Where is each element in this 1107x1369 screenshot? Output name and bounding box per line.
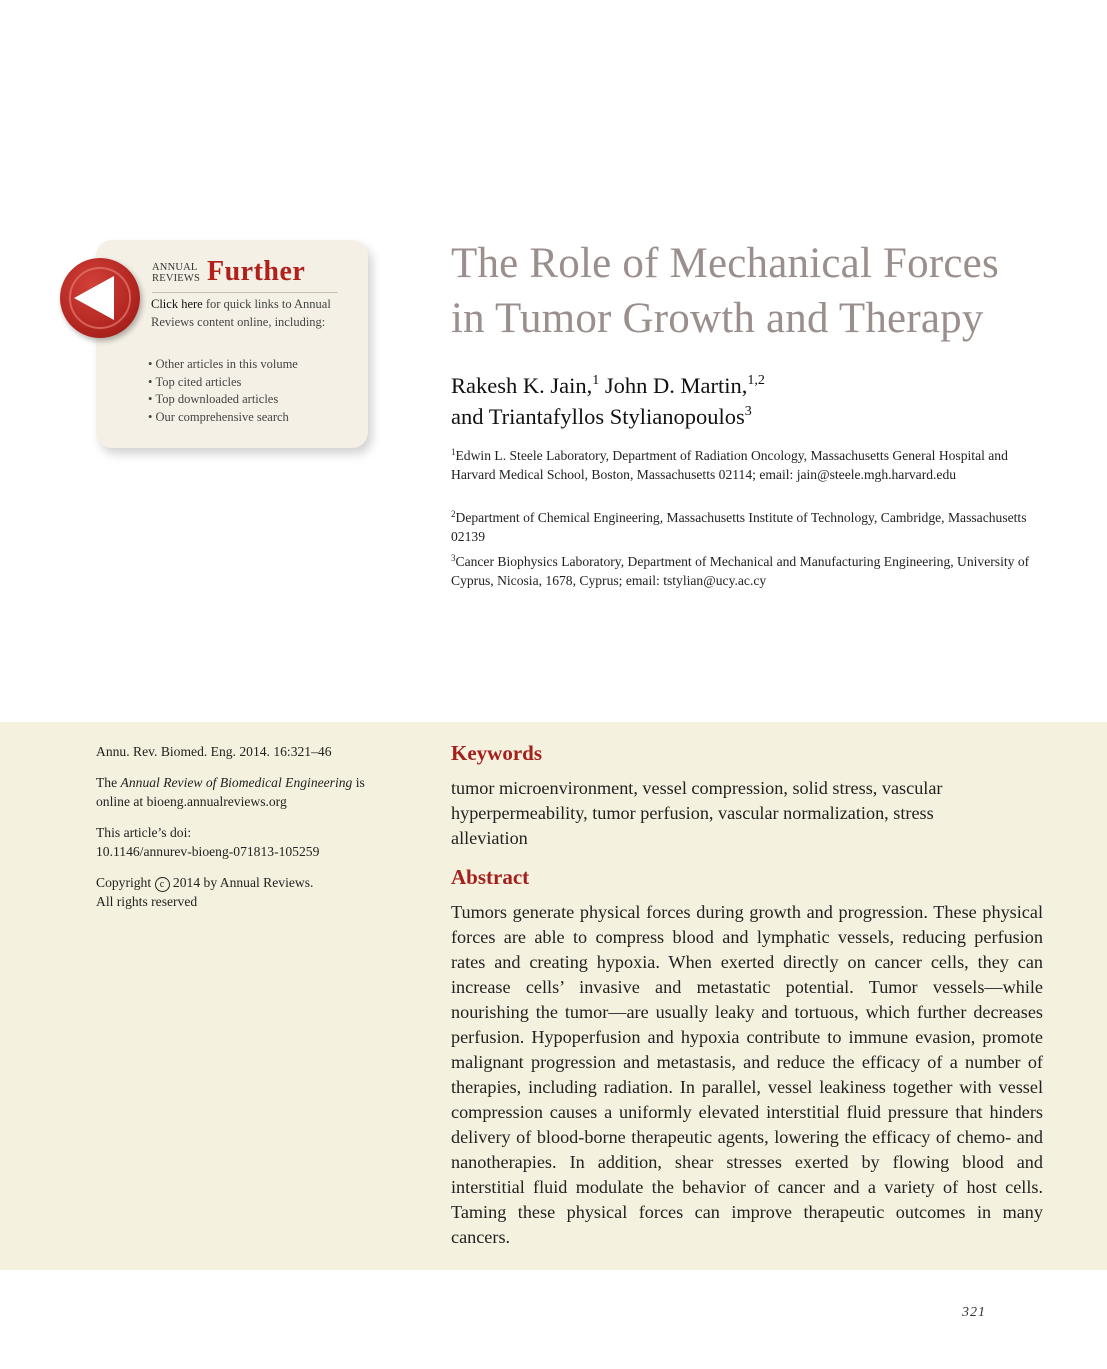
further-title: Further bbox=[207, 256, 306, 287]
affiliation-mark: 2 bbox=[451, 509, 456, 519]
affiliation-2 bbox=[451, 509, 1051, 546]
affiliation-mark: 3 bbox=[451, 553, 456, 563]
journal-post: is online at bioeng.annualreviews.org bbox=[96, 775, 365, 809]
author-line-1 bbox=[451, 370, 1071, 401]
author-affiliation-mark: 1 bbox=[592, 373, 600, 388]
further-link-search[interactable]: • Our comprehensive search bbox=[148, 409, 298, 427]
copyright-post: 2014 by Annual Reviews. bbox=[169, 875, 314, 890]
affiliation-text: Department of Chemical Engineering, Massachusetts Institute of Technology, Cambridge, Massachusetts 02139 bbox=[451, 510, 1027, 544]
copyright-icon: c bbox=[155, 877, 170, 892]
further-link-top-cited[interactable]: • Top cited articles bbox=[148, 374, 298, 392]
further-divider bbox=[152, 292, 338, 293]
doi-value[interactable]: 10.1146/annurev-bioeng-071813-105259 bbox=[96, 843, 320, 859]
rights-line: All rights reserved bbox=[96, 893, 198, 909]
abstract-heading: Abstract bbox=[451, 865, 530, 889]
journal-name: Annual Review of Biomedical Engineering bbox=[120, 775, 353, 790]
affiliation-text: Edwin L. Steele Laboratory, Department of Radiation Oncology, Massachusetts General Hospital and Harvard Medical School, Boston, Massachusetts 02114; email: jain@steele.mgh.harvard.edu bbox=[451, 448, 1008, 482]
annual-label: ANNUAL bbox=[152, 262, 198, 273]
keywords-heading: Keywords bbox=[451, 741, 542, 765]
journal-pre: The bbox=[96, 775, 121, 790]
copyright-block bbox=[96, 874, 396, 911]
article-title bbox=[451, 236, 1071, 346]
doi-label: This article’s doi: bbox=[96, 825, 192, 840]
affiliation-3 bbox=[451, 553, 1051, 590]
further-links-list bbox=[148, 356, 298, 426]
affiliation-text: Cancer Biophysics Laboratory, Department of Mechanical and Manufacturing Engineering, University of Cyprus, Nicosia, 1678, Cyprus; email: tstylian@ucy.ac.cy bbox=[451, 554, 1030, 588]
author-affiliation-mark: 3 bbox=[744, 404, 752, 419]
further-intro-text: for quick links to Annual Reviews content online, including: bbox=[151, 297, 331, 329]
title-line-1: The Role of Mechanical Forces bbox=[451, 240, 999, 287]
click-here-link[interactable]: Click here bbox=[151, 297, 203, 311]
copyright-line bbox=[96, 874, 396, 893]
abstract-text: Tumors generate physical forces during growth and progression. These physical forces are able to compress blood and lymphatic vessels, reducing perfusion rates and creating hypoxia. When exerted directly on cancer cells, they can increase cells’ invasive and metastatic potential. Tumor vessels—while nourishing the tumor—are usually leaky and tortuous, which further decreases perfusion. Hypoperfusion and hypoxia contribute to immune evasion, promote malignant progression and metastasis, and reduce the efficacy of a number of therapies, including radiation. In parallel, vessel leakiness together with vessel compression causes a uniformly elevated interstitial fluid pressure that hinders delivery of blood-borne therapeutic agents, lowering the efficacy of chemo- and nanotherapies. In addition, shear stresses exerted by flowing blood and interstitial fluid modulate the behavior of cancer and a variety of host cells. Taming these physical forces can improve therapeutic outcomes in many cancers. bbox=[451, 902, 1043, 1247]
doi-block bbox=[96, 824, 396, 861]
keywords-text: tumor microenvironment, vessel compression, solid stress, vascular hyperpermeability, tumor perfusion, vascular normalization, stress alleviation bbox=[451, 778, 943, 848]
affiliation-1 bbox=[451, 447, 1051, 484]
further-link-other-articles[interactable]: • Other articles in this volume bbox=[148, 356, 298, 374]
title-line-2: in Tumor Growth and Therapy bbox=[451, 295, 984, 342]
author-affiliation-mark: 1,2 bbox=[747, 373, 765, 388]
reviews-label: REVIEWS bbox=[152, 273, 201, 284]
journal-info bbox=[96, 774, 386, 811]
page-number: 321 bbox=[962, 1305, 986, 1320]
author-name: John D. Martin, bbox=[604, 373, 748, 398]
left-arrow-icon[interactable] bbox=[60, 258, 140, 338]
author-list bbox=[451, 370, 1071, 432]
copyright-pre: Copyright bbox=[96, 875, 155, 890]
author-name: and Triantafyllos Stylianopoulos bbox=[451, 404, 745, 429]
annual-reviews-logo bbox=[152, 262, 200, 284]
author-name: Rakesh K. Jain, bbox=[451, 373, 593, 398]
affiliation-mark: 1 bbox=[451, 447, 456, 457]
further-intro bbox=[151, 296, 347, 331]
further-link-top-downloaded[interactable]: • Top downloaded articles bbox=[148, 391, 298, 409]
author-line-2 bbox=[451, 401, 1071, 432]
citation: Annu. Rev. Biomed. Eng. 2014. 16:321–46 bbox=[96, 744, 332, 759]
